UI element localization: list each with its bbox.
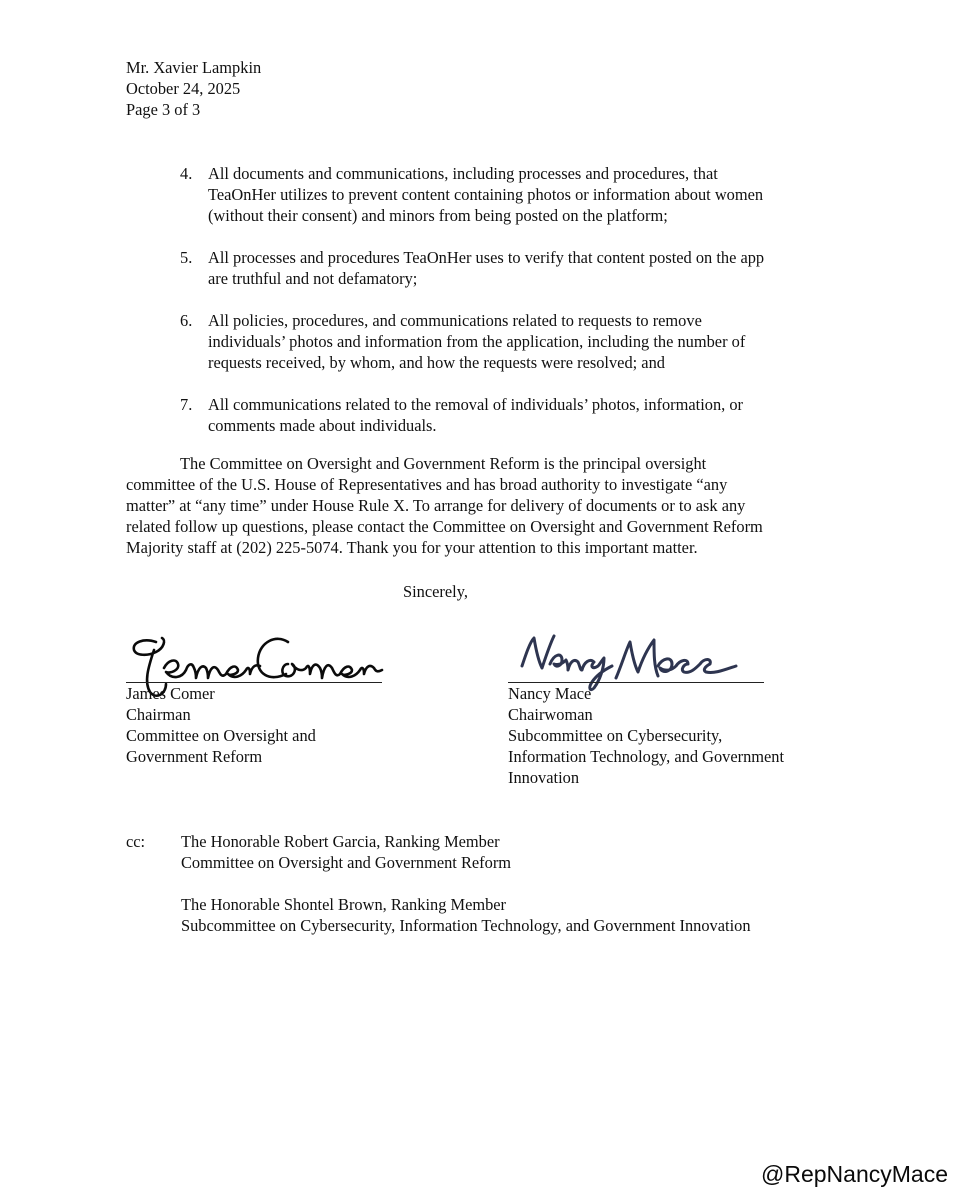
list-item-number: 4.	[180, 164, 193, 183]
page-number: Page 3 of 3	[126, 100, 201, 119]
list-item-line: comments made about individuals.	[208, 416, 437, 435]
list-item-number: 7.	[180, 395, 193, 414]
list-item-line: individuals’ photos and information from the application, including the number of	[208, 332, 746, 351]
recipient-name: Mr. Xavier Lampkin	[126, 58, 262, 77]
list-item-line: All communications related to the removal of individuals’ photos, information, or	[208, 395, 744, 414]
cc-name: The Honorable Robert Garcia, Ranking Member	[181, 832, 500, 851]
signatory-title: Chairman	[126, 705, 191, 724]
list-item	[180, 310, 840, 373]
signatory-title: Chairwoman	[508, 705, 593, 724]
closing-salutation: Sincerely,	[403, 582, 468, 601]
list-item-number: 6.	[180, 311, 193, 330]
signatory-details	[508, 683, 784, 788]
cc-org: Committee on Oversight and Government Reform	[181, 853, 512, 872]
letter-header	[126, 57, 261, 120]
list-item-line: All documents and communications, including processes and procedures, that	[208, 164, 718, 183]
signatory-name: Nancy Mace	[508, 684, 592, 703]
request-list	[180, 163, 840, 457]
list-item	[180, 247, 840, 289]
paragraph-line: Majority staff at (202) 225-5074. Thank you for your attention to this important matter.	[126, 538, 698, 557]
list-item-line: requests received, by whom, and how the requests were resolved; and	[208, 353, 665, 372]
list-item	[180, 394, 840, 436]
signatory-org-line: Subcommittee on Cybersecurity,	[508, 726, 723, 745]
cc-entry	[181, 831, 861, 873]
signatory-details	[126, 683, 316, 767]
list-item-line: All processes and procedures TeaOnHer uses to verify that content posted on the app	[208, 248, 765, 267]
cc-org: Subcommittee on Cybersecurity, Information Technology, and Government Innovation	[181, 916, 751, 935]
signatory-org-line: Information Technology, and Government	[508, 747, 785, 766]
paragraph-line: The Committee on Oversight and Government Reform is the principal oversight	[180, 454, 707, 473]
cc-entry	[181, 894, 861, 936]
list-item-line: All policies, procedures, and communications related to requests to remove	[208, 311, 702, 330]
signatory-org-line: Committee on Oversight and	[126, 726, 316, 745]
list-item-line: TeaOnHer utilizes to prevent content containing photos or information about women	[208, 185, 764, 204]
list-item-line: are truthful and not defamatory;	[208, 269, 418, 288]
cc-list	[181, 831, 861, 957]
signatory-name: James Comer	[126, 684, 215, 703]
paragraph-line: committee of the U.S. House of Representatives and has broad authority to investigate “any	[126, 475, 728, 494]
signatory-org-line: Government Reform	[126, 747, 263, 766]
body-paragraph	[126, 453, 841, 558]
list-item-line: (without their consent) and minors from being posted on the platform;	[208, 206, 668, 225]
letter-date: October 24, 2025	[126, 79, 241, 98]
paragraph-line: related follow up questions, please contact the Committee on Oversight and Government Reform	[126, 517, 763, 536]
paragraph-line: matter” at “any time” under House Rule X. To arrange for delivery of documents or to ask any	[126, 496, 746, 515]
signatory-org-line: Innovation	[508, 768, 580, 787]
list-item-number: 5.	[180, 248, 193, 267]
social-handle-watermark: @RepNancyMace	[761, 1161, 948, 1187]
cc-name: The Honorable Shontel Brown, Ranking Member	[181, 895, 507, 914]
cc-label: cc:	[126, 832, 146, 851]
list-item	[180, 163, 840, 226]
